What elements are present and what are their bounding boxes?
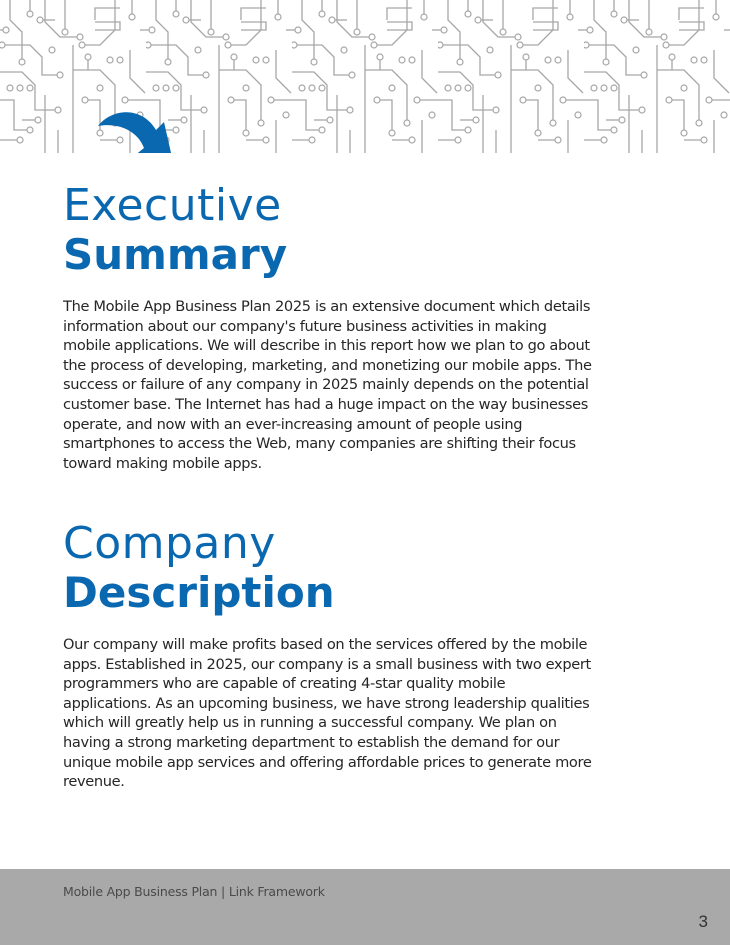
- footer-title: Mobile App Business Plan | Link Framework: [63, 884, 325, 899]
- circuit-banner: [0, 0, 730, 153]
- curved-arrow-down-right-icon: [94, 104, 180, 153]
- page-number: 3: [698, 912, 708, 931]
- page-footer: [0, 869, 730, 945]
- company-description-heading: [63, 518, 335, 617]
- heading-bold-text: Description: [63, 568, 335, 617]
- heading-light-text: Company: [63, 518, 276, 569]
- executive-summary-heading: [63, 180, 288, 279]
- heading-bold-text: Summary: [63, 230, 288, 279]
- company-description-body: Our company will make profits based on the services offered by the mobile apps. Established in 2025, our company is a small business with two expert programmers who are capable of creating 4-star quality mobile applications. As an upcoming business, we have strong leadership qualities which will greatly help us in running a successful company. We plan on having a strong marketing department to establish the demand for our unique mobile app services and offering affordable prices to generate more revenue.: [63, 636, 592, 791]
- heading-light-text: Executive: [63, 180, 282, 231]
- executive-summary-body: The Mobile App Business Plan 2025 is an extensive document which details information about our company's future business activities in making mobile applications. We will describe in this report how we plan to go about the process of developing, marketing, and monetizing our mobile apps. The success or failure of any company in 2025 mainly depends on the potential customer base. The Internet has had a huge impact on the way businesses operate, and now with an ever-increasing amount of people using smartphones to access the Web, many companies are shifting their focus toward making mobile apps.: [63, 298, 592, 472]
